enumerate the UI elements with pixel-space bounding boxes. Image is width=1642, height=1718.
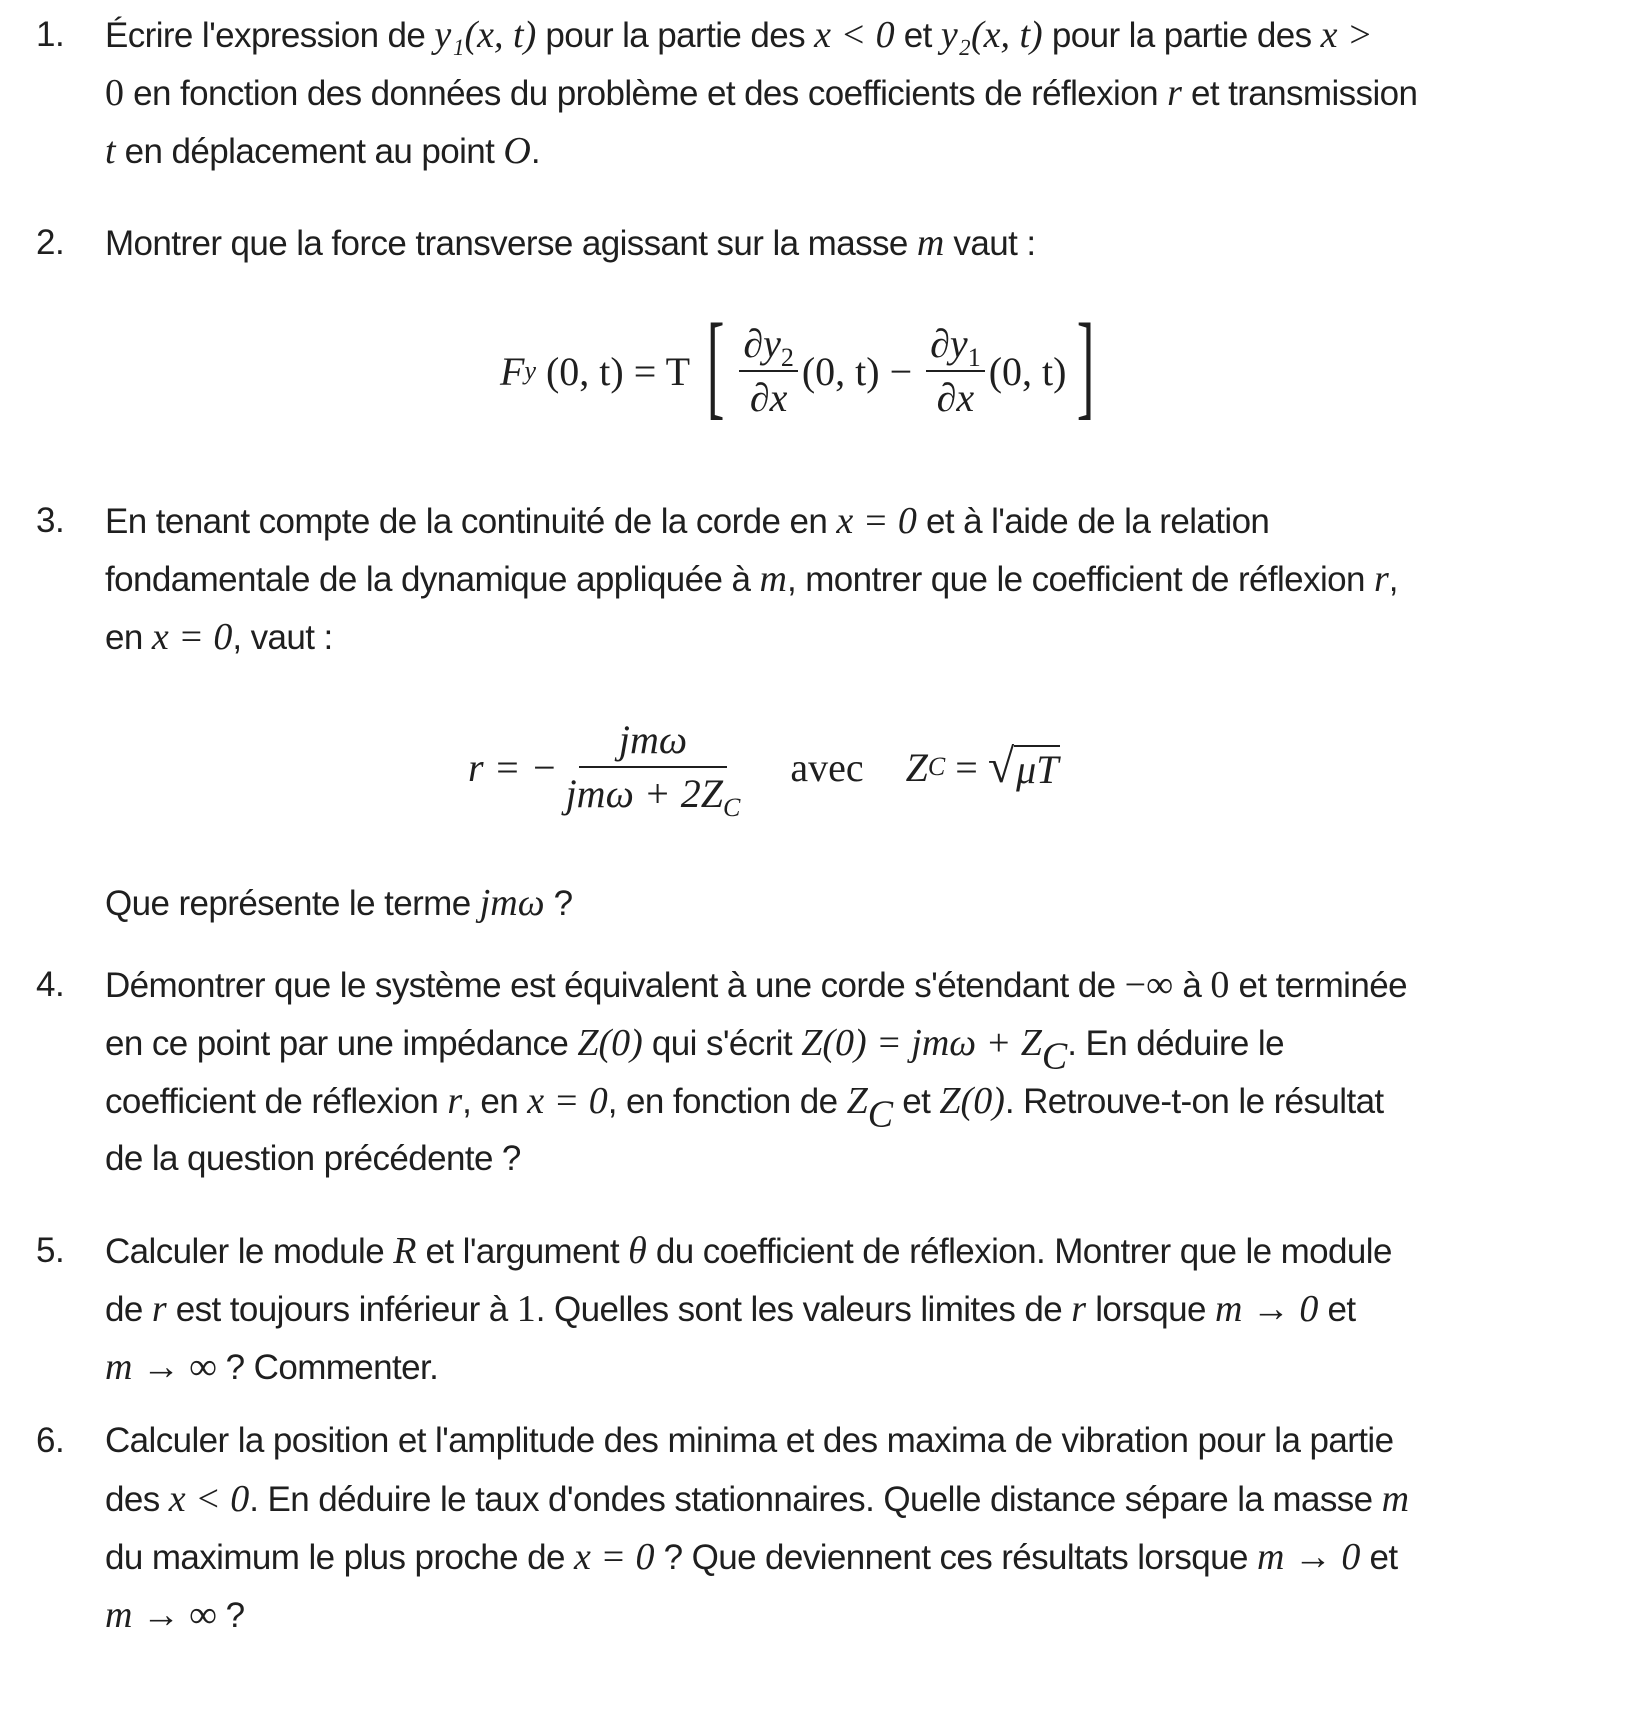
text-segment: et l'argument: [416, 1232, 629, 1271]
text-segment: . En déduire le taux d'ondes stationnaires. Quelle distance sépare la masse: [249, 1480, 1382, 1519]
math-expression: −∞: [1124, 964, 1174, 1006]
reflection-equation: r = − $\frac{\text{jmω}}{jm\omega + 2Z_C}$ avec Z C = √ μT: [468, 717, 1059, 823]
math-expression: x = 0: [151, 616, 233, 658]
fraction-numerator-subscript: 2: [780, 343, 794, 373]
text-line: [105, 872, 573, 935]
text-segment: et à l'aide de la relation: [916, 502, 1270, 541]
math-expression: x = 0: [527, 1080, 608, 1122]
math-expression: x < 0: [168, 1478, 250, 1520]
text-segment: du coefficient de réflexion. Montrer que le module: [646, 1232, 1392, 1271]
math-expression: r: [151, 1288, 167, 1330]
math-expression: t: [105, 130, 116, 172]
reflection-fraction: [562, 717, 745, 823]
partial-y2-fraction: [739, 322, 798, 420]
math-expression: x >: [1320, 14, 1373, 56]
fraction-numerator: ∂y: [743, 321, 781, 366]
text-segment: est toujours inférieur à: [166, 1290, 517, 1329]
square-root: [987, 740, 1061, 793]
text-line: [105, 1410, 1393, 1472]
text-segment: Calculer la position et l'amplitude des minima et des maxima de vibration pour la partie: [105, 1421, 1394, 1460]
math-expression: C: [1041, 1035, 1068, 1078]
text-segment: Calculer le module: [105, 1232, 394, 1271]
text-segment: Démontrer que le système est équivalent à une corde s'étendant de: [105, 966, 1125, 1005]
math-expression: y₁(x, t): [434, 14, 537, 56]
fraction-numerator: jmω: [579, 718, 727, 768]
text-segment: , en fonction de: [607, 1082, 847, 1121]
math-expression: Z: [846, 1080, 868, 1122]
math-expression: m: [916, 222, 945, 264]
text-segment: pour la partie des: [1042, 16, 1321, 55]
text-segment: . Retrouve-t-on le résultat: [1004, 1082, 1384, 1121]
left-bracket: [: [706, 299, 725, 430]
math-expression: m → ∞: [105, 1346, 217, 1388]
radical-sign: √: [987, 740, 1015, 793]
text-segment: et: [1318, 1290, 1356, 1329]
text-line: [105, 548, 1398, 611]
text-segment: et terminée: [1229, 966, 1407, 1005]
question-number: 6.: [36, 1421, 65, 1460]
text-segment: , en: [462, 1082, 528, 1121]
math-expression: m → 0: [1214, 1288, 1319, 1330]
text-segment: des: [105, 1480, 169, 1519]
text-segment: ?: [216, 1596, 245, 1635]
fraction-numerator-subscript: 1: [967, 343, 981, 373]
text-line: [105, 1526, 1398, 1589]
math-expression: jmω: [479, 882, 545, 924]
text-segment: , vaut :: [232, 618, 333, 657]
text-segment: . Quelles sont les valeurs limites de: [535, 1290, 1072, 1329]
text-segment: en déplacement au point: [115, 132, 504, 171]
force-args: (0, t) = T: [545, 348, 691, 394]
text-segment: qui s'écrit: [642, 1024, 802, 1063]
text-segment: vaut :: [944, 224, 1036, 263]
math-expression: Z(0): [577, 1022, 643, 1064]
text-segment: Montrer que la force transverse agissant sur la masse: [105, 224, 917, 263]
math-expression: 0: [1210, 964, 1230, 1006]
math-expression: m: [1381, 1478, 1410, 1520]
radicand: μT: [1016, 747, 1059, 792]
math-expression: C: [867, 1093, 894, 1136]
text-line: [105, 1278, 1356, 1341]
math-expression: O: [503, 130, 531, 172]
math-expression: m: [759, 558, 787, 600]
text-segment: de la question précédente ?: [105, 1139, 521, 1178]
text-line: [105, 4, 1373, 67]
partial-y1-fraction: [926, 322, 985, 420]
text-segment: en ce point par une impédance: [105, 1024, 578, 1063]
fraction-denominator-subscript: C: [723, 793, 741, 823]
text-segment: , montrer que le coefficient de réflexion: [786, 560, 1374, 599]
text-line: [105, 62, 1417, 125]
text-line: [105, 1070, 1384, 1136]
text-line: [105, 490, 1269, 553]
fraction-denominator: ∂x: [936, 375, 975, 420]
args-2: (0, t): [988, 348, 1067, 394]
text-segment: ?: [544, 884, 573, 923]
zc-equals: =: [945, 744, 988, 790]
math-expression: m → 0: [1256, 1536, 1361, 1578]
text-line: [105, 212, 1035, 275]
text-segment: pour la partie des: [536, 16, 815, 55]
text-segment: en: [105, 618, 152, 657]
math-expression: θ: [628, 1230, 647, 1272]
math-expression: r: [1167, 72, 1182, 114]
math-expression: y₂(x, t): [940, 14, 1043, 56]
text-segment: et: [1360, 1538, 1398, 1577]
text-line: [105, 1012, 1284, 1078]
text-line: [105, 1336, 438, 1399]
text-segment: et: [893, 1082, 940, 1121]
math-expression: m → ∞: [105, 1594, 217, 1636]
math-expression: r: [1071, 1288, 1087, 1330]
text-segment: lorsque: [1086, 1290, 1215, 1329]
text-segment: En tenant compte de la continuité de la corde en: [105, 502, 837, 541]
text-segment: Que représente le terme: [105, 884, 480, 923]
text-segment: ? Commenter.: [216, 1348, 439, 1387]
text-line: [105, 1220, 1392, 1283]
text-segment: ,: [1388, 560, 1398, 599]
text-line: [105, 1468, 1409, 1531]
question-number: 2.: [36, 223, 65, 262]
right-bracket: ]: [1077, 299, 1095, 430]
text-line: [105, 1128, 521, 1190]
text-line: [105, 120, 540, 183]
force-symbol: F: [500, 348, 525, 394]
math-expression: Z(0) = jmω + Z: [801, 1022, 1042, 1064]
text-segment: fondamentale de la dynamique appliquée à: [105, 560, 760, 599]
text-line: [105, 1584, 245, 1647]
question-number: 1.: [36, 15, 65, 54]
question-number: 4.: [36, 965, 65, 1004]
text-segment: et: [894, 16, 941, 55]
text-segment: Écrire l'expression de: [105, 16, 435, 55]
text-segment: et transmission: [1181, 74, 1418, 113]
text-segment: .: [530, 132, 540, 171]
math-expression: r: [447, 1080, 463, 1122]
math-expression: x < 0: [814, 14, 895, 56]
math-expression: 0: [105, 72, 124, 114]
text-segment: coefficient de réflexion: [105, 1082, 448, 1121]
math-expression: Z(0): [939, 1080, 1005, 1122]
math-expression: x = 0: [836, 500, 917, 542]
text-line: [105, 606, 333, 669]
fraction-denominator: ∂x: [749, 375, 788, 420]
math-expression: 1: [516, 1288, 536, 1330]
args-1: (0, t) −: [801, 348, 913, 394]
reflection-lhs: r = −: [468, 744, 558, 790]
math-expression: r: [1373, 558, 1389, 600]
text-segment: à: [1173, 966, 1211, 1005]
question-number: 3.: [36, 501, 65, 540]
text-segment: . En déduire le: [1067, 1024, 1284, 1063]
text-segment: de: [105, 1290, 152, 1329]
text-segment: ? Que deviennent ces résultats lorsque: [654, 1538, 1257, 1577]
force-equation: F y (0, t) = T [ $\frac{\partial y_2}{\partial x}$ (0, t) − $\frac{\partial y_1}{\partial x}$ (0, t) ]: [500, 299, 1095, 430]
text-segment: du maximum le plus proche de: [105, 1538, 574, 1577]
fraction-numerator: ∂y: [930, 321, 968, 366]
question-number: 5.: [36, 1231, 65, 1270]
math-expression: x = 0: [573, 1536, 655, 1578]
avec-word: avec: [790, 744, 864, 790]
zc-symbol: Z: [905, 744, 928, 790]
text-segment: en fonction des données du problème et des coefficients de réflexion: [124, 74, 1168, 113]
text-line: [105, 954, 1407, 1017]
math-expression: R: [393, 1230, 417, 1272]
fraction-denominator: jmω + 2Z: [565, 771, 724, 816]
